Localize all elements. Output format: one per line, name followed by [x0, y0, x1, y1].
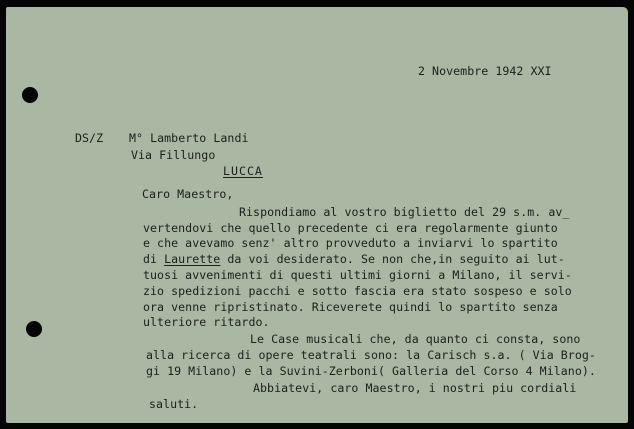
punch-hole-top	[22, 87, 38, 103]
recipient-name: M° Lamberto Landi	[129, 131, 249, 145]
body-line: Abbiatevi, caro Maestro, i nostri piu cordiali	[253, 381, 577, 395]
body-line: gi 19 Milano) e la Suvini-Zerboni( Galleria del Corso 4 Milano).	[146, 364, 596, 378]
body-line: ulteriore ritardo.	[143, 315, 270, 329]
letter-page	[6, 7, 628, 423]
recipient-city: LUCCA	[223, 164, 263, 178]
recipient-street: Via Fillungo	[131, 148, 216, 162]
body-line: Le Case musicali che, da quanto ci consta, sono	[250, 332, 581, 346]
body-line: Rispondiamo al vostro biglietto del 29 s.m. av_	[239, 205, 570, 219]
body-line: e che avevamo senz' altro provveduto a inviarvi lo spartito	[143, 236, 558, 250]
body-line: alla ricerca di opere teatrali sono: la Carisch s.a. ( Via Brog-	[146, 348, 596, 362]
salutation: Caro Maestro,	[142, 187, 234, 201]
body-line-laurette: di Laurette da voi desiderato. Se non che,in seguito ai lut-	[143, 252, 565, 266]
letter-date: 2 Novembre 1942 XXI	[418, 64, 552, 78]
punch-hole-bottom	[26, 321, 42, 337]
body-line: zio spedizioni pacchi e sotto fascia era stato sospeso e solo	[143, 284, 572, 298]
reference-code: DS/Z	[75, 131, 104, 145]
body-line: ora venne ripristinato. Riceverete quindi lo spartito senza	[143, 300, 558, 314]
body-line: saluti.	[149, 397, 199, 411]
opera-title: Laurette	[164, 252, 221, 266]
body-line: vertendovi che quello precedente ci era regolarmente giunto	[143, 221, 558, 235]
body-line: tuosi avvenimenti di questi ultimi giorni a Milano, il servi-	[143, 268, 572, 282]
